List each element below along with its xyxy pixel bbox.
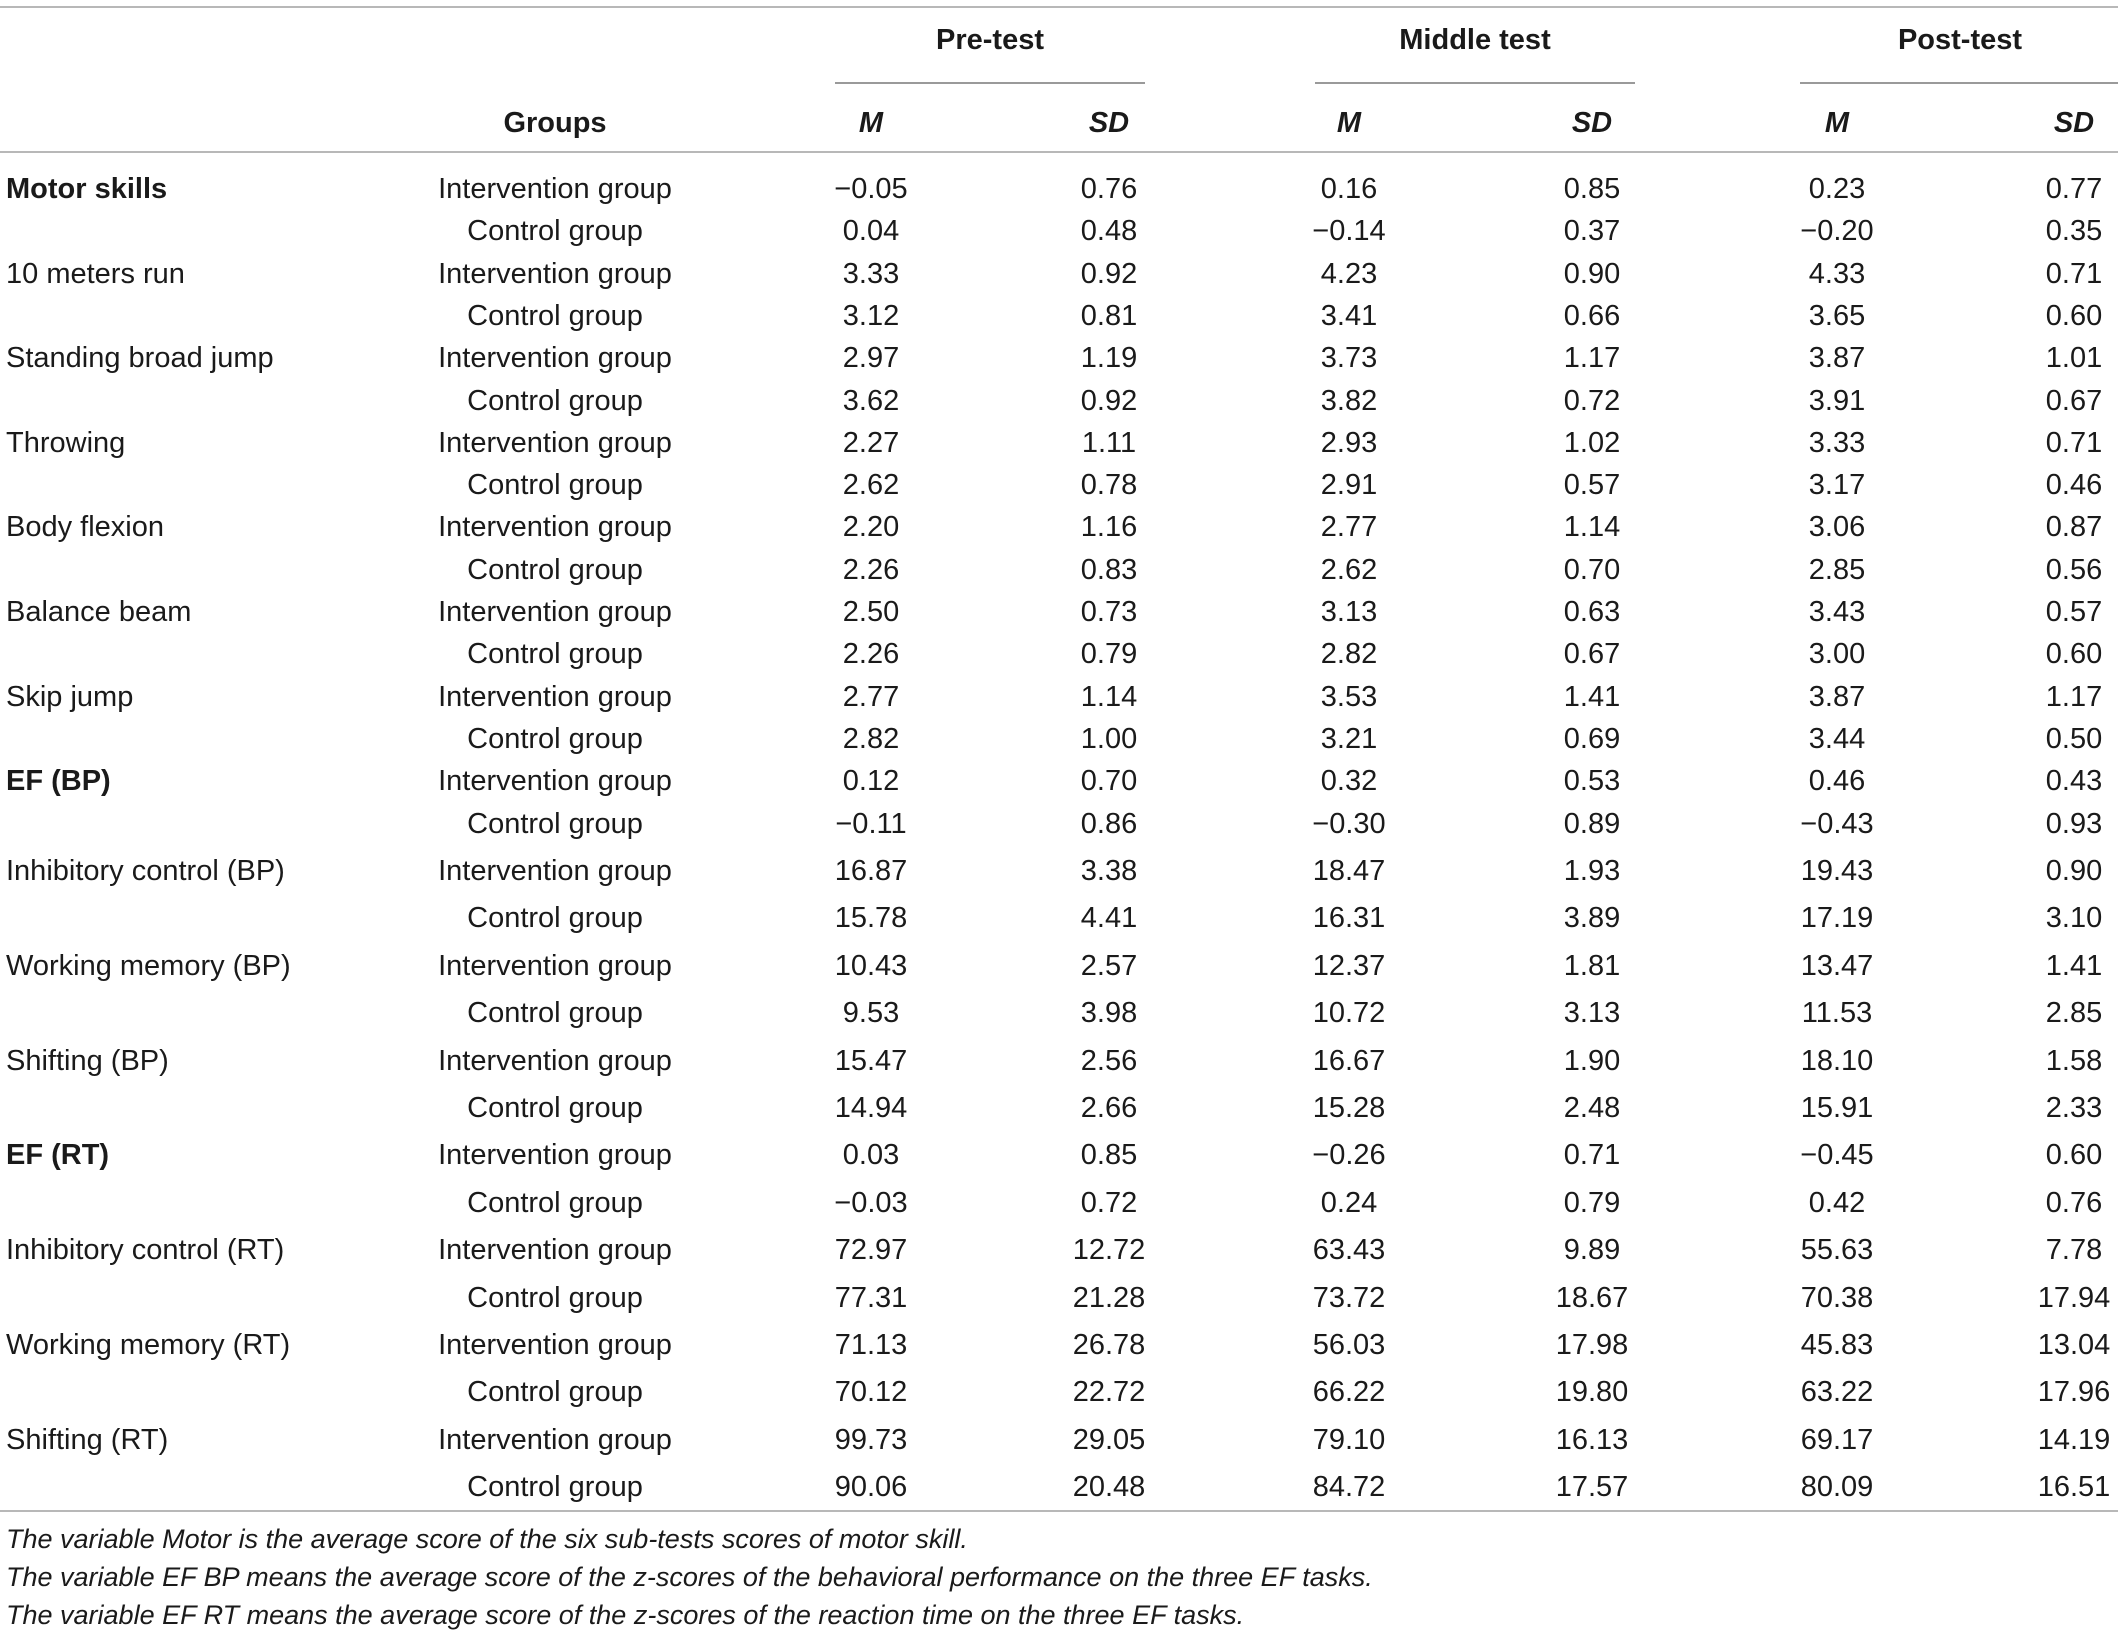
- header-pre-sd: SD: [1088, 107, 1130, 139]
- row-group-label: Intervention group: [438, 1139, 672, 1172]
- cell-mid-m: 3.21: [1320, 722, 1378, 755]
- row-variable-label: Balance beam: [6, 596, 192, 628]
- cell-pre-m: 2.20: [842, 511, 900, 544]
- header-post-m: M: [1824, 107, 1850, 139]
- cell-pre-m: 71.13: [834, 1328, 908, 1361]
- cell-mid-sd: 1.81: [1563, 949, 1621, 982]
- cell-mid-sd: 0.71: [1563, 1139, 1621, 1172]
- cell-mid-sd: 1.41: [1563, 680, 1621, 713]
- cell-pre-m: 9.53: [842, 997, 900, 1030]
- cell-pre-sd: 0.92: [1080, 384, 1138, 417]
- cell-pre-m: 14.94: [834, 1091, 908, 1124]
- row-variable-label: Shifting (BP): [6, 1044, 169, 1077]
- cell-post-sd: 0.71: [2045, 426, 2103, 459]
- cell-mid-m: 3.53: [1320, 680, 1378, 713]
- cell-pre-m: 3.12: [842, 299, 900, 332]
- cell-mid-m: 16.67: [1312, 1044, 1386, 1077]
- cell-pre-sd: 2.56: [1080, 1044, 1138, 1077]
- cell-mid-sd: 9.89: [1563, 1234, 1621, 1267]
- cell-mid-m: 2.77: [1320, 511, 1378, 544]
- cell-post-m: 63.22: [1800, 1376, 1874, 1409]
- cell-post-m: 11.53: [1801, 997, 1873, 1030]
- cell-mid-sd: 0.67: [1563, 638, 1621, 671]
- cell-pre-m: 2.26: [842, 553, 900, 586]
- row-variable-label: Inhibitory control (BP): [6, 854, 285, 887]
- cell-post-m: 4.33: [1808, 257, 1866, 290]
- footnote: The variable Motor is the average score of the six sub-tests scores of motor skill.: [6, 1524, 968, 1554]
- row-group-label: Control group: [467, 807, 643, 840]
- cell-mid-sd: 18.67: [1555, 1281, 1629, 1314]
- cell-post-m: 13.47: [1800, 949, 1874, 982]
- cell-mid-sd: 0.72: [1563, 384, 1621, 417]
- cell-post-sd: 13.04: [2037, 1328, 2111, 1361]
- cell-post-m: 2.85: [1808, 553, 1866, 586]
- cell-mid-sd: 16.13: [1555, 1423, 1629, 1456]
- cell-mid-sd: 1.02: [1563, 426, 1621, 459]
- row-group-label: Intervention group: [438, 1423, 672, 1456]
- cell-mid-sd: 3.13: [1563, 997, 1621, 1030]
- cell-pre-sd: 1.14: [1080, 680, 1138, 713]
- cell-pre-m: −0.05: [834, 173, 908, 205]
- cell-mid-m: 0.16: [1320, 173, 1378, 205]
- cell-mid-sd: 0.79: [1563, 1186, 1621, 1219]
- cell-post-m: 19.43: [1800, 854, 1874, 887]
- row-variable-label: Motor skills: [6, 173, 168, 205]
- cell-pre-sd: 0.86: [1080, 807, 1138, 840]
- table-footnotes: [6, 1520, 2106, 1634]
- cell-pre-m: 2.27: [842, 426, 900, 459]
- header-mid-m: M: [1336, 107, 1362, 139]
- cell-mid-sd: 0.69: [1563, 722, 1621, 755]
- cell-post-m: 18.10: [1800, 1044, 1874, 1077]
- cell-mid-sd: 19.80: [1555, 1376, 1629, 1409]
- row-variable-label: Working memory (RT): [6, 1328, 291, 1361]
- row-variable-label: 10 meters run: [6, 257, 185, 290]
- cell-pre-m: 3.33: [842, 257, 900, 290]
- cell-post-sd: 0.60: [2045, 299, 2103, 332]
- cell-mid-sd: 0.57: [1563, 469, 1621, 502]
- cell-post-sd: 0.76: [2045, 1186, 2103, 1219]
- row-group-label: Intervention group: [438, 257, 672, 290]
- cell-pre-m: 2.50: [842, 596, 900, 628]
- cell-mid-sd: 1.90: [1563, 1044, 1621, 1077]
- cell-pre-sd: 1.11: [1081, 426, 1137, 459]
- cell-pre-sd: 1.16: [1080, 511, 1138, 544]
- bottom-rule: [0, 1510, 2118, 1512]
- cell-pre-sd: 22.72: [1072, 1376, 1146, 1409]
- cell-pre-m: 0.03: [842, 1139, 900, 1172]
- footnote: The variable EF RT means the average score of the z-scores of the reaction time on the three EF tasks.: [6, 1600, 1245, 1630]
- row-group-label: Control group: [467, 722, 643, 755]
- cell-mid-m: 12.37: [1312, 949, 1386, 982]
- cell-pre-sd: 4.41: [1080, 902, 1138, 935]
- row-group-label: Intervention group: [438, 511, 672, 544]
- row-group-label: Intervention group: [438, 1328, 672, 1361]
- cell-mid-m: 0.32: [1320, 765, 1378, 798]
- cell-post-sd: 3.10: [2045, 902, 2103, 935]
- cell-pre-sd: 1.00: [1080, 722, 1138, 755]
- row-group-label: Control group: [467, 1091, 643, 1124]
- cell-post-m: 3.17: [1808, 469, 1866, 502]
- cell-post-sd: 0.93: [2045, 807, 2103, 840]
- cell-mid-sd: 0.66: [1563, 299, 1621, 332]
- cell-pre-m: 0.04: [842, 215, 900, 248]
- cell-post-sd: 0.60: [2045, 638, 2103, 671]
- cell-pre-m: 72.97: [834, 1234, 908, 1267]
- cell-post-m: 3.00: [1808, 638, 1866, 671]
- row-group-label: Control group: [467, 902, 643, 935]
- cell-mid-m: 2.62: [1320, 553, 1378, 586]
- cell-post-m: 69.17: [1800, 1423, 1874, 1456]
- cell-pre-sd: 0.76: [1080, 173, 1138, 205]
- cell-pre-sd: 0.70: [1080, 765, 1138, 798]
- cell-pre-sd: 1.19: [1080, 342, 1138, 375]
- header-mid-sd: SD: [1571, 107, 1613, 139]
- row-group-label: Intervention group: [438, 854, 672, 887]
- row-group-label: Control group: [467, 553, 643, 586]
- row-group-label: Intervention group: [438, 1044, 672, 1077]
- cell-post-m: 3.33: [1808, 426, 1866, 459]
- cell-pre-sd: 0.79: [1080, 638, 1138, 671]
- cell-mid-m: −0.30: [1312, 807, 1386, 840]
- cell-pre-sd: 26.78: [1072, 1328, 1146, 1361]
- cell-mid-m: 3.13: [1320, 596, 1378, 628]
- cell-mid-m: 73.72: [1312, 1281, 1386, 1314]
- cell-post-sd: 0.71: [2045, 257, 2103, 290]
- cell-mid-sd: 1.14: [1563, 511, 1621, 544]
- row-group-label: Intervention group: [438, 1234, 672, 1267]
- row-group-label: Intervention group: [438, 173, 672, 205]
- cell-mid-sd: 0.70: [1563, 553, 1621, 586]
- cell-post-m: 17.19: [1800, 902, 1874, 935]
- row-group-label: Control group: [467, 1281, 643, 1314]
- cell-post-m: 45.83: [1800, 1328, 1874, 1361]
- cell-post-sd: 1.58: [2045, 1044, 2103, 1077]
- cell-pre-sd: 0.72: [1080, 1186, 1138, 1219]
- cell-pre-sd: 0.83: [1080, 553, 1138, 586]
- cell-post-m: 15.91: [1800, 1091, 1874, 1124]
- cell-post-m: 55.63: [1800, 1234, 1874, 1267]
- cell-post-m: −0.20: [1800, 215, 1874, 248]
- cell-pre-sd: 3.38: [1080, 854, 1138, 887]
- cell-post-m: 3.87: [1808, 680, 1866, 713]
- cell-pre-sd: 0.73: [1080, 596, 1138, 628]
- row-group-label: Control group: [467, 1186, 643, 1219]
- cell-post-sd: 0.77: [2045, 173, 2103, 205]
- cell-pre-sd: 0.48: [1080, 215, 1138, 248]
- cell-post-sd: 0.46: [2045, 469, 2103, 502]
- cell-mid-sd: 0.89: [1563, 807, 1621, 840]
- cell-post-m: 70.38: [1800, 1281, 1874, 1314]
- cell-pre-sd: 20.48: [1072, 1471, 1146, 1504]
- cell-pre-m: 2.97: [842, 342, 900, 375]
- cell-post-m: −0.43: [1800, 807, 1874, 840]
- cell-pre-m: 77.31: [834, 1281, 908, 1314]
- cell-post-m: 0.42: [1808, 1186, 1866, 1219]
- row-group-label: Control group: [467, 1376, 643, 1409]
- cell-pre-sd: 12.72: [1072, 1234, 1146, 1267]
- cell-post-sd: 0.57: [2045, 596, 2103, 628]
- row-variable-label: EF (RT): [6, 1139, 110, 1172]
- cell-mid-m: 18.47: [1312, 854, 1386, 887]
- cell-pre-m: 16.87: [834, 854, 908, 887]
- cell-post-sd: 0.50: [2045, 722, 2103, 755]
- row-variable-label: Inhibitory control (RT): [6, 1234, 285, 1267]
- cell-mid-m: 4.23: [1320, 257, 1378, 290]
- cell-pre-m: 15.78: [834, 902, 908, 935]
- cell-pre-m: 3.62: [842, 384, 900, 417]
- cell-pre-sd: 29.05: [1072, 1423, 1146, 1456]
- cell-mid-m: 0.24: [1320, 1186, 1378, 1219]
- cell-post-sd: 0.90: [2045, 854, 2103, 887]
- cell-mid-m: 2.93: [1320, 426, 1378, 459]
- cell-post-m: 0.23: [1808, 173, 1866, 205]
- cell-pre-m: 15.47: [834, 1044, 908, 1077]
- row-variable-label: EF (BP): [6, 765, 111, 798]
- row-group-label: Control group: [467, 215, 643, 248]
- footnote: The variable EF BP means the average score of the z-scores of the behavioral performance on the three EF tasks.: [6, 1562, 1373, 1592]
- cell-post-sd: 1.17: [2045, 680, 2103, 713]
- cell-mid-sd: 17.98: [1555, 1328, 1629, 1361]
- cell-post-m: 3.43: [1808, 596, 1866, 628]
- cell-mid-m: 3.41: [1320, 299, 1378, 332]
- header-post-test: Post-test: [1897, 24, 2023, 56]
- cell-mid-m: −0.26: [1312, 1139, 1386, 1172]
- cell-mid-m: 56.03: [1312, 1328, 1386, 1361]
- cell-pre-sd: 0.81: [1080, 299, 1138, 332]
- cell-mid-sd: 2.48: [1563, 1091, 1621, 1124]
- row-variable-label: Throwing: [6, 426, 126, 459]
- cell-post-sd: 16.51: [2037, 1471, 2111, 1504]
- cell-pre-m: −0.03: [834, 1186, 908, 1219]
- row-group-label: Intervention group: [438, 596, 672, 628]
- cell-post-sd: 0.87: [2045, 511, 2103, 544]
- cell-mid-m: 2.91: [1320, 469, 1378, 502]
- cell-post-sd: 17.94: [2037, 1281, 2111, 1314]
- row-group-label: Intervention group: [438, 680, 672, 713]
- cell-mid-sd: 0.37: [1563, 215, 1621, 248]
- cell-mid-sd: 3.89: [1563, 902, 1621, 935]
- cell-post-sd: 0.43: [2045, 765, 2103, 798]
- row-variable-label: Skip jump: [6, 680, 134, 713]
- row-group-label: Intervention group: [438, 426, 672, 459]
- row-group-label: Control group: [467, 638, 643, 671]
- cell-mid-sd: 17.57: [1555, 1471, 1629, 1504]
- cell-post-sd: 0.67: [2045, 384, 2103, 417]
- cell-mid-m: 15.28: [1312, 1091, 1386, 1124]
- cell-mid-m: 3.82: [1320, 384, 1378, 417]
- cell-post-sd: 2.33: [2045, 1091, 2103, 1124]
- cell-post-m: 3.87: [1808, 342, 1866, 375]
- cell-post-m: 80.09: [1800, 1471, 1874, 1504]
- cell-pre-m: 2.62: [842, 469, 900, 502]
- cell-post-sd: 0.35: [2045, 215, 2103, 248]
- cell-post-m: 3.06: [1808, 511, 1866, 544]
- cell-pre-sd: 2.66: [1080, 1091, 1138, 1124]
- cell-mid-m: 84.72: [1312, 1471, 1386, 1504]
- row-group-label: Intervention group: [438, 765, 672, 798]
- cell-post-m: 3.65: [1808, 299, 1866, 332]
- cell-pre-m: 10.43: [834, 949, 908, 982]
- cell-mid-m: 79.10: [1312, 1423, 1386, 1456]
- cell-post-m: 0.46: [1808, 765, 1866, 798]
- cell-pre-sd: 3.98: [1080, 997, 1138, 1030]
- cell-pre-m: 2.77: [842, 680, 900, 713]
- row-group-label: Intervention group: [438, 949, 672, 982]
- cell-post-m: 3.91: [1808, 384, 1866, 417]
- row-group-label: Control group: [467, 997, 643, 1030]
- cell-pre-sd: 0.92: [1080, 257, 1138, 290]
- cell-post-sd: 2.85: [2045, 997, 2103, 1030]
- cell-pre-m: 70.12: [834, 1376, 908, 1409]
- row-variable-label: Standing broad jump: [6, 342, 274, 375]
- header-pre-m: M: [858, 107, 884, 139]
- cell-mid-m: 16.31: [1312, 902, 1386, 935]
- cell-mid-m: 3.73: [1320, 342, 1378, 375]
- cell-post-sd: 1.41: [2045, 949, 2103, 982]
- row-group-label: Control group: [467, 384, 643, 417]
- cell-pre-m: 2.26: [842, 638, 900, 671]
- cell-mid-sd: 1.17: [1563, 342, 1621, 375]
- cell-pre-sd: 2.57: [1080, 949, 1138, 982]
- cell-post-m: 3.44: [1808, 722, 1866, 755]
- cell-mid-m: −0.14: [1312, 215, 1386, 248]
- cell-mid-sd: 1.93: [1563, 854, 1621, 887]
- cell-mid-sd: 0.53: [1563, 765, 1621, 798]
- header-pre-test: Pre-test: [936, 24, 1044, 56]
- cell-pre-m: −0.11: [835, 807, 907, 840]
- cell-post-sd: 14.19: [2037, 1423, 2111, 1456]
- cell-post-sd: 1.01: [2045, 342, 2103, 375]
- row-variable-label: Shifting (RT): [6, 1423, 169, 1456]
- cell-pre-m: 90.06: [834, 1471, 908, 1504]
- header-middle-test: Middle test: [1399, 24, 1551, 56]
- cell-mid-m: 10.72: [1312, 997, 1386, 1030]
- cell-pre-m: 2.82: [842, 722, 900, 755]
- row-variable-label: Body flexion: [6, 511, 164, 544]
- row-group-label: Control group: [467, 299, 643, 332]
- cell-post-sd: 0.60: [2045, 1139, 2103, 1172]
- cell-post-sd: 7.78: [2045, 1234, 2103, 1267]
- row-variable-label: Working memory (BP): [6, 949, 291, 982]
- cell-pre-m: 0.12: [842, 765, 900, 798]
- header-post-sd: SD: [2053, 107, 2095, 139]
- cell-mid-sd: 0.90: [1563, 257, 1621, 290]
- cell-pre-sd: 21.28: [1072, 1281, 1146, 1314]
- header-groups: Groups: [503, 107, 607, 139]
- cell-pre-sd: 0.78: [1080, 469, 1138, 502]
- cell-post-m: −0.45: [1800, 1139, 1874, 1172]
- cell-post-sd: 17.96: [2037, 1376, 2111, 1409]
- cell-post-sd: 0.56: [2045, 553, 2103, 586]
- cell-mid-sd: 0.63: [1563, 596, 1621, 628]
- row-group-label: Control group: [467, 469, 643, 502]
- cell-pre-m: 99.73: [834, 1423, 908, 1456]
- cell-mid-m: 2.82: [1320, 638, 1378, 671]
- row-group-label: Intervention group: [438, 342, 672, 375]
- cell-mid-m: 66.22: [1312, 1376, 1386, 1409]
- cell-mid-sd: 0.85: [1563, 173, 1621, 205]
- row-group-label: Control group: [467, 1471, 643, 1504]
- cell-mid-m: 63.43: [1312, 1234, 1386, 1267]
- cell-pre-sd: 0.85: [1080, 1139, 1138, 1172]
